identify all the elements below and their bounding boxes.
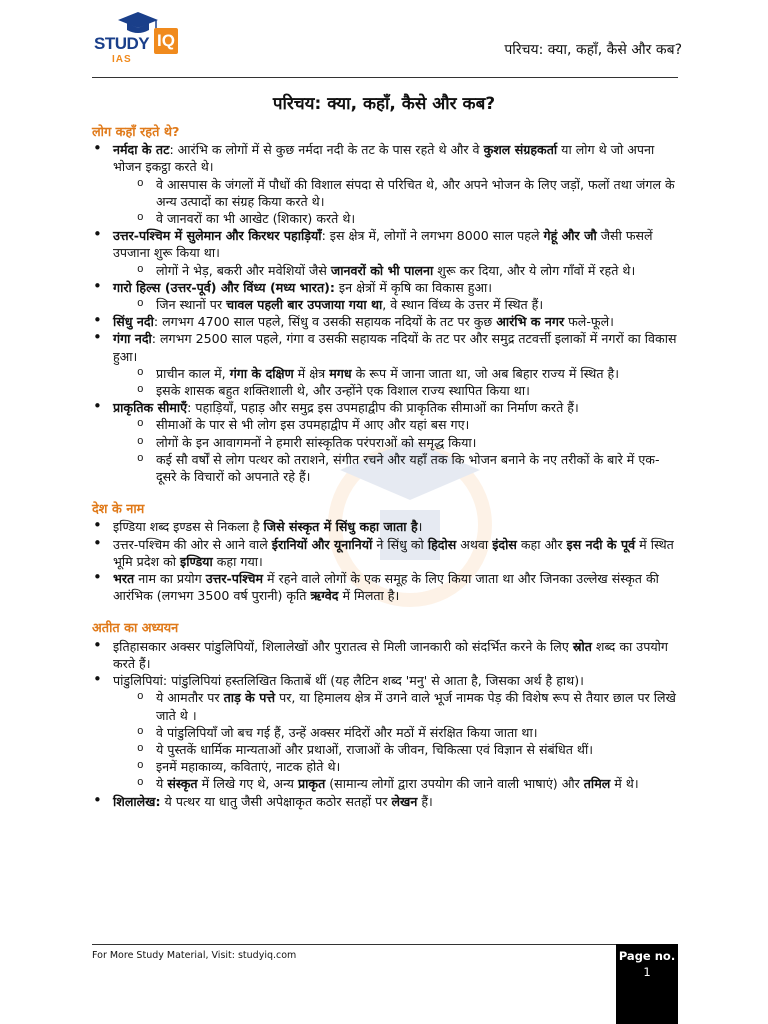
bold-text: तमिल: [583, 776, 611, 792]
text: ने सिंधु को: [372, 536, 428, 552]
footer-divider: [92, 944, 678, 945]
text: हैं।: [417, 793, 433, 809]
logo-ias-text: IAS: [112, 54, 132, 65]
bold-text: मगध: [329, 365, 352, 381]
logo-iq-text: IQ: [154, 28, 178, 54]
bold-text: सिंधु नदी: [113, 314, 154, 330]
sub-list-item: o लोगों के इन आवागमनों ने हमारी सांस्कृतिक परंपराओं को समृद्ध किया।: [136, 434, 678, 451]
text: उत्तर-पश्चिम की ओर से आने वाले: [113, 536, 272, 552]
list-item: [92, 330, 678, 399]
bold-text: गारो हिल्स (उत्तर-पूर्व) और विंध्य (मध्य भारत):: [113, 279, 335, 295]
bold-text: इंदोस: [492, 536, 517, 552]
sub-list-item: [136, 775, 678, 792]
text: या लोग थे जो अपना भोजन इकट्ठा करते थे।: [113, 142, 655, 175]
text: ये आमतौर पर: [156, 690, 224, 706]
list-item: [92, 227, 678, 279]
text: : लगभग 2500 साल पहले, गंगा व उसकी सहायक नदियों के तट पर और समुद्र तटवर्त्ती इलाकों में नगरों का विकास हुआ।: [113, 331, 677, 364]
list-item: [92, 672, 678, 792]
bold-text: लेखन: [391, 793, 418, 809]
header-divider: [92, 77, 678, 78]
list-item: [92, 279, 678, 313]
bold-text: आरंभि क नगर: [496, 314, 565, 330]
list-item: [92, 141, 678, 227]
bold-text: गेहूं और जौ: [543, 228, 597, 244]
section-heading-studying-past: अतीत का अध्ययन: [92, 621, 179, 637]
list-item: [92, 399, 678, 485]
text: में थे।: [610, 776, 639, 792]
section-heading-country-names: देश के नाम: [92, 502, 145, 518]
sub-list-item: o कई सौ वर्षों से लोग पत्थर को तराशने, संगीत रचने और यहाँ तक कि भोजन बनाने के नए तरीकों के बारे में एक-दूसरे के विचारों को अपनाते रहे हैं।: [136, 451, 678, 485]
bold-text: ताड़ के पत्ते: [223, 690, 276, 706]
text: में लिखे गए थे, अन्य: [197, 776, 298, 792]
text: (सामान्य लोगों द्वारा उपयोग की जाने वाली भाषाएं) और: [325, 776, 584, 792]
bold-text: संस्कृत: [167, 776, 198, 792]
logo-study-text: STUDY: [94, 34, 150, 53]
text: में स्थित भूमि प्रदेश को: [113, 536, 674, 569]
sub-list-item: [136, 262, 678, 279]
sub-list: [113, 416, 678, 485]
list-item: [92, 518, 678, 535]
bold-text: हिदोस: [427, 536, 457, 552]
bold-text: गंगा के दक्षिण: [229, 365, 294, 381]
text: इण्डिया शब्द इण्डस से निकला है: [113, 519, 264, 535]
text: प्राचीन काल में,: [156, 365, 230, 381]
bold-text: नर्मदा के तट: [113, 142, 170, 158]
bold-text: ऋग्वेद: [310, 588, 339, 604]
bold-text: प्राकृतिक सीमाएँ: [113, 400, 188, 416]
footer-link-text: For More Study Material, Visit: studyiq.com: [92, 950, 297, 961]
text: में मिलता है।: [338, 588, 400, 604]
text: में क्षेत्र: [293, 365, 330, 381]
text: इतिहासकार अक्सर पांडुलिपियों, शिलालेखों और पुरातत्व से मिली जानकारी को संदर्भित करने के लिए: [113, 638, 573, 654]
text: लोगों ने भेड़, बकरी और मवेशियों जैसे: [156, 262, 331, 278]
bold-text: उत्तर-पश्चिम में सुलेमान और किरथर पहाड़ियाँ: [113, 228, 322, 244]
bold-text: चावल पहली बार उपजाया गया था: [226, 297, 383, 313]
text: जैसी फसलें उपजाना शुरू किया था।: [113, 228, 653, 261]
sub-list: [113, 365, 678, 399]
text: के रूप में जाना जाता था, जो अब बिहार राज्य में स्थित है।: [351, 365, 619, 381]
sub-list-item: o वे पांडुलिपियाँ जो बच गई हैं, उन्हें अक्सर मंदिरों और मठों में संरक्षित किया जाता था।: [136, 724, 678, 741]
sub-list-item: o इनमें महाकाव्य, कविताएं, नाटक होते थे।: [136, 758, 678, 775]
text: नाम का प्रयोग: [134, 571, 206, 587]
bold-text: इण्डिया: [180, 553, 213, 569]
text: इन क्षेत्रों में कृषि का विकास हुआ।: [334, 279, 493, 295]
list-item: [92, 793, 678, 810]
text: में रहने वाले लोगों के एक समूह के लिए किया जाता था और जिनका उल्लेख संस्कृत की आरंभिक (लगभग 3500 वर्ष पुरानी) कृति: [113, 571, 659, 604]
text: ।: [417, 519, 423, 535]
sub-list: [113, 296, 678, 313]
sub-list: [113, 689, 678, 792]
text: , वे स्थान विंध्य के उत्तर में स्थित हैं।: [382, 297, 544, 313]
list-item: [92, 313, 678, 330]
bold-text: भरत: [113, 571, 135, 587]
text: ये: [156, 776, 168, 792]
bold-text: इस नदी के पूर्व: [566, 536, 636, 552]
section-list: [92, 141, 678, 485]
text: : आरंभि क लोगों में से कुछ नर्मदा नदी के तट के पास रहते थे और वे: [169, 142, 484, 158]
bold-text: कुशल संग्रहकर्ता: [483, 142, 558, 158]
text: अथवा: [456, 536, 493, 552]
text: फले-फूले।: [564, 314, 614, 330]
text: कहा गया।: [212, 553, 263, 569]
list-item: [92, 570, 678, 604]
bold-text: गंगा नदी: [113, 331, 152, 347]
bold-text: जिसे संस्कृत में सिंधु कहा जाता है: [263, 519, 418, 535]
studyiq-logo: [92, 10, 212, 72]
text: पर, या हिमालय क्षेत्र में उगने वाले भूर्ज नामक पेड़ की विशेष रूप से तैयार छाल पर लिखे जाते थे ।: [156, 690, 676, 723]
text: ये पत्थर या धातु जैसी अपेक्षाकृत कठोर सतहों पर: [160, 793, 392, 809]
page-number: 1: [643, 965, 651, 979]
sub-list: [113, 262, 678, 279]
text: कहा और: [516, 536, 567, 552]
bold-text: ईरानियों और यूनानियों: [271, 536, 373, 552]
bold-text: जानवरों को भी पालना: [330, 262, 434, 278]
list-item: [92, 638, 678, 672]
header-title: परिचय: क्या, कहाँ, कैसे और कब?: [504, 42, 682, 58]
sub-list-item: o वे जानवरों का भी आखेट (शिकार) करते थे।: [136, 210, 678, 227]
text: शब्द का उपयोग करते हैं।: [113, 638, 669, 671]
bold-text: शिलालेख:: [113, 793, 161, 809]
text: : पहाड़ियाँ, पहाड़ और समुद्र इस उपमहाद्वीप की प्राकृतिक सीमाओं का निर्माण करते हैं।: [187, 400, 579, 416]
section-list: [92, 638, 678, 810]
sub-list-item: o ये पुस्तकें धार्मिक मान्यताओं और प्रथाओं, राजाओं के जीवन, चिकित्सा एवं विज्ञान से संबंधित थीं।: [136, 741, 678, 758]
sub-list-item: o सीमाओं के पार से भी लोग इस उपमहाद्वीप में आए और यहां बस गए।: [136, 416, 678, 433]
list-item: [92, 536, 678, 570]
text: : लगभग 4700 साल पहले, सिंधु व उसकी सहायक नदियों के तट पर कुछ: [153, 314, 497, 330]
sub-list-item: o वे आसपास के जंगलों में पौधों की विशाल संपदा से परिचित थे, और अपने भोजन के लिए जड़ों, फलों तथा जंगल के अन्य उत्पादों का संग्रह किया करते थे।: [136, 176, 678, 210]
sub-list-item: [136, 296, 678, 313]
text: जिन स्थानों पर: [156, 297, 227, 313]
sub-list: [113, 176, 678, 228]
page-number-label: Page no.: [618, 949, 676, 963]
bold-text: उत्तर-पश्चिम: [205, 571, 264, 587]
sub-list-item: [136, 365, 678, 382]
sub-list-item: o इसके शासक बहुत शक्तिशाली थे, और उन्होंने एक विशाल राज्य स्थापित किया था।: [136, 382, 678, 399]
bold-text: स्रोत: [572, 638, 592, 654]
text: पांडुलिपियां: पांडुलिपियां हस्तलिखित किताबें थीं (यह लैटिन शब्द 'मनु' से आता है, जिसका अर्थ है हाथ)।: [113, 673, 584, 689]
section-heading-where-people-lived: लोग कहाँ रहते थे?: [92, 125, 180, 140]
page-number-box: [616, 944, 678, 1024]
sub-list-item: [136, 689, 678, 723]
main-content: [92, 124, 678, 810]
page-title: परिचय: क्या, कहाँ, कैसे और कब?: [272, 94, 496, 114]
bold-text: प्राकृत: [297, 776, 326, 792]
section-list: [92, 518, 678, 604]
text: शुरू कर दिया, और ये लोग गाँवों में रहते थे।: [433, 262, 636, 278]
text: : इस क्षेत्र में, लोगों ने लगभग 8000 साल पहले: [321, 228, 544, 244]
